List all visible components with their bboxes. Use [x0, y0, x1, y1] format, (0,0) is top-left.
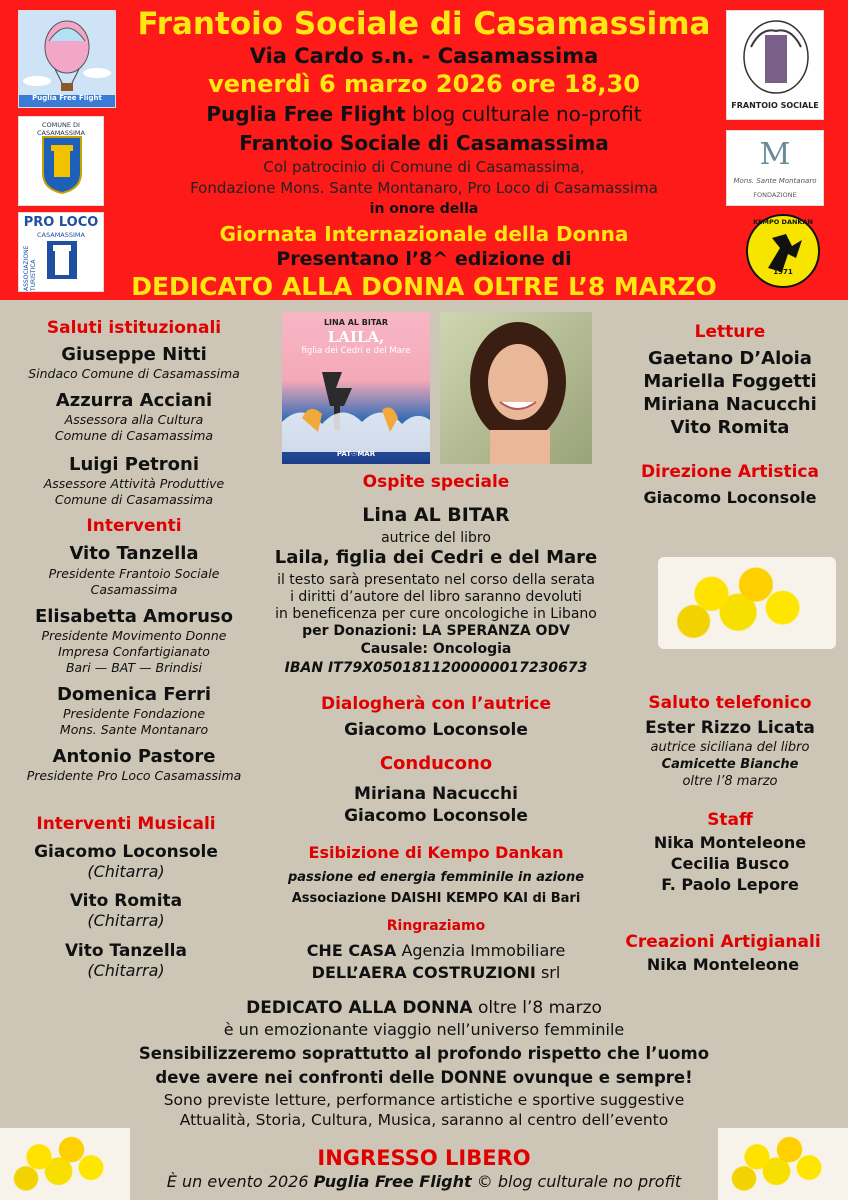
iban-line: IBAN IT79X0501811200000017230673	[284, 660, 588, 676]
pro-loco-subtitle: CASAMASSIMA	[37, 231, 85, 239]
womens-day: Giornata Internazionale della Donna	[219, 222, 629, 246]
direzione-name: Giacomo Loconsole	[643, 488, 817, 507]
staff-heading: Staff	[707, 810, 753, 830]
musicali-instr-2: (Chitarra)	[87, 911, 165, 930]
free-entry: INGRESSO LIBERO	[317, 1146, 531, 1170]
saluti-name-2: Azzurra Acciani	[55, 390, 213, 411]
book-cover-publisher: PAT☉MAR	[336, 450, 376, 458]
fondazione-text: FONDAZIONE	[753, 191, 797, 199]
closing-line-4: deve avere nei confronti delle DONNE ovunque e sempre!	[155, 1068, 693, 1087]
dialoghera-heading: Dialogherà con l’autrice	[320, 694, 552, 714]
comune-casamassima-logo	[18, 116, 104, 206]
interventi-role-2c: Bari — BAT — Brindisi	[65, 660, 203, 675]
closing-title	[60, 998, 788, 1018]
creazioni-name: Nika Monteleone	[646, 955, 800, 974]
letture-name-3: Miriana Nacucchi	[643, 394, 817, 415]
closing-line-3: Sensibilizzeremo soprattutto al profondo rispetto che l’uomo	[138, 1044, 710, 1063]
author-photo	[440, 312, 592, 464]
interventi-role-1b: Casamassima	[90, 582, 178, 597]
direzione-heading: Direzione Artistica	[641, 462, 819, 482]
interventi-name-1: Vito Tanzella	[69, 543, 199, 564]
saluti-role-3b: Comune di Casamassima	[54, 492, 214, 507]
mimosa-image-bottom-right	[718, 1128, 848, 1200]
frantoio-logo-text: FRANTOIO SOCIALE	[731, 101, 819, 110]
book-note-1: il testo sarà presentato nel corso della serata	[277, 572, 595, 588]
kempo-dankan-logo	[746, 214, 820, 288]
kempo-logo-year: 1971	[773, 268, 793, 276]
comune-logo-text: COMUNE DI CASAMASSIMA	[37, 121, 85, 137]
organizer-desc: blog culturale no-profit	[405, 102, 642, 126]
thanks-line-2	[250, 963, 622, 982]
guest-role: autrice del libro	[381, 530, 491, 546]
puglia-free-flight-logo	[18, 10, 116, 108]
interventi-role-3b: Mons. Sante Montanaro	[59, 722, 209, 737]
saluti-role-2a: Assessora alla Cultura	[64, 412, 204, 427]
staff-name-2: Cecilia Busco	[670, 854, 790, 873]
address: Via Cardo s.n. - Casamassima	[249, 44, 599, 68]
event-date: venerdì 6 marzo 2026 ore 18,30	[208, 70, 640, 98]
saluti-role-3a: Assessore Attività Produttive	[43, 476, 225, 491]
organizer-name: Puglia Free Flight	[206, 102, 406, 126]
donations-line: per Donazioni: LA SPERANZA ODV	[302, 623, 570, 639]
pro-loco-assoc: ASSOCIAZIONE TURISTICA	[23, 245, 37, 291]
book-note-3: in beneficenza per cure oncologiche in Libano	[275, 606, 597, 622]
letture-name-2: Mariella Foggetti	[643, 371, 817, 392]
staff-name-1: Nika Monteleone	[653, 833, 807, 852]
kempo-logo-text: KEMPO DANKAN	[753, 218, 813, 226]
book-cover-title: LAILA,	[327, 328, 385, 346]
thanks-line-1	[250, 941, 622, 960]
closing-line-6: Attualità, Storia, Cultura, Musica, saranno al centro dell’evento	[179, 1111, 669, 1129]
footer-credit	[120, 1172, 728, 1191]
saluto-name: Ester Rizzo Licata	[645, 718, 815, 738]
pff-logo-text: Puglia Free Flight	[32, 94, 102, 102]
interventi-name-3: Domenica Ferri	[56, 684, 212, 705]
book-cover-subtitle: figlia dei Cedri e del Mare	[301, 346, 411, 356]
musicali-instr-3: (Chitarra)	[87, 961, 165, 980]
kempo-subtitle: passione ed energia femminile in azione	[287, 870, 585, 885]
saluti-role-1: Sindaco Comune di Casamassima	[28, 366, 240, 381]
venue-title: Frantoio Sociale di Casamassima	[137, 6, 711, 42]
edition-line: Presentano l’8^ edizione di	[276, 248, 572, 270]
mimosa-image-bottom-left	[0, 1128, 130, 1200]
pro-loco-logo	[18, 212, 104, 292]
letture-name-4: Vito Romita	[670, 417, 790, 438]
saluto-telefonico-heading: Saluto telefonico	[648, 693, 812, 713]
causale-line: Causale: Oncologia	[360, 641, 512, 657]
letture-name-1: Gaetano D’Aloia	[648, 348, 812, 369]
fondazione-montanaro-logo: M Mons. Sante Montanaro FONDAZIONE	[726, 130, 824, 206]
creazioni-heading: Creazioni Artigianali	[625, 932, 821, 952]
saluti-name-3: Luigi Petroni	[68, 454, 199, 475]
kempo-association: Associazione DAISHI KEMPO KAI di Bari	[291, 891, 581, 906]
co-organizer: Frantoio Sociale di Casamassima	[239, 131, 609, 155]
footer-credit-pre: È un evento 2026	[166, 1172, 314, 1191]
interventi-role-2b: Impresa Confartigianato	[58, 644, 210, 659]
frantoio-sociale-logo	[726, 10, 824, 120]
event-name: DEDICATO ALLA DONNA OLTRE L’8 MARZO	[131, 272, 717, 301]
closing-title-bold: DEDICATO ALLA DONNA	[246, 998, 473, 1018]
footer-credit-brand: Puglia Free Flight	[313, 1172, 472, 1191]
musicali-heading: Interventi Musicali	[36, 814, 216, 834]
interventi-role-2a: Presidente Movimento Donne	[41, 628, 227, 643]
honor-line: in onore della	[369, 201, 479, 217]
thanks-sponsor-2: DELL’AERA COSTRUZIONI	[311, 963, 536, 982]
ringraziamo-heading: Ringraziamo	[386, 918, 486, 934]
thanks-sponsor-2-desc: srl	[535, 963, 561, 982]
kempo-heading: Esibizione di Kempo Dankan	[308, 843, 564, 862]
musicali-name-3: Vito Tanzella	[65, 941, 187, 961]
saluto-role-2: oltre l’8 marzo	[682, 774, 778, 789]
ospite-heading: Ospite speciale	[362, 472, 510, 492]
thanks-sponsor-1-desc: Agenzia Immobiliare	[396, 941, 566, 960]
guest-name: Lina AL BITAR	[362, 504, 510, 526]
musicali-name-2: Vito Romita	[69, 891, 183, 911]
footer-credit-post: © blog culturale no profit	[471, 1172, 682, 1191]
conducono-heading: Conducono	[379, 753, 493, 774]
interventi-name-2: Elisabetta Amoruso	[34, 606, 234, 627]
musicali-name-1: Giacomo Loconsole	[34, 842, 218, 862]
saluto-role-1: autrice siciliana del libro	[650, 740, 810, 755]
letture-heading: Letture	[694, 322, 766, 342]
saluto-book: Camicette Bianche	[661, 757, 799, 772]
fondazione-signature: Mons. Sante Montanaro	[733, 177, 817, 185]
interventi-role-4a: Presidente Pro Loco Casamassima	[26, 768, 242, 783]
staff-name-3: F. Paolo Lepore	[661, 875, 799, 894]
interventi-name-4: Antonio Pastore	[52, 746, 216, 767]
conducono-name-2: Giacomo Loconsole	[344, 806, 528, 826]
organizer-line	[120, 102, 728, 126]
closing-line-5: Sono previste letture, performance artistiche e sportive suggestive	[163, 1091, 685, 1109]
patronage-line-1: Col patrocinio di Comune di Casamassima,	[263, 158, 585, 176]
patronage-line-2: Fondazione Mons. Sante Montanaro, Pro Loco di Casamassima	[190, 179, 658, 197]
thanks-sponsor-1: CHE CASA	[306, 941, 397, 960]
book-note-2: i diritti d’autore del libro saranno devoluti	[290, 589, 582, 605]
saluti-role-2b: Comune di Casamassima	[54, 428, 214, 443]
saluti-name-1: Giuseppe Nitti	[61, 344, 207, 365]
musicali-instr-1: (Chitarra)	[87, 862, 165, 881]
interventi-heading: Interventi	[86, 516, 182, 536]
book-title: Laila, figlia dei Cedri e del Mare	[274, 547, 598, 568]
interventi-role-1a: Presidente Frantoio Sociale	[48, 566, 220, 581]
interventi-role-3a: Presidente Fondazione	[62, 706, 206, 721]
closing-title-rest: oltre l’8 marzo	[472, 998, 602, 1018]
conducono-name-1: Miriana Nacucchi	[354, 784, 518, 804]
mimosa-image-right	[658, 557, 836, 649]
book-cover-author: LINA AL BITAR	[323, 318, 389, 327]
closing-line-2: è un emozionante viaggio nell’universo femminile	[223, 1020, 625, 1039]
dialoghera-name: Giacomo Loconsole	[344, 720, 528, 740]
book-cover	[282, 312, 430, 464]
pro-loco-title: PRO LOCO	[23, 215, 99, 230]
saluti-heading: Saluti istituzionali	[46, 318, 222, 338]
